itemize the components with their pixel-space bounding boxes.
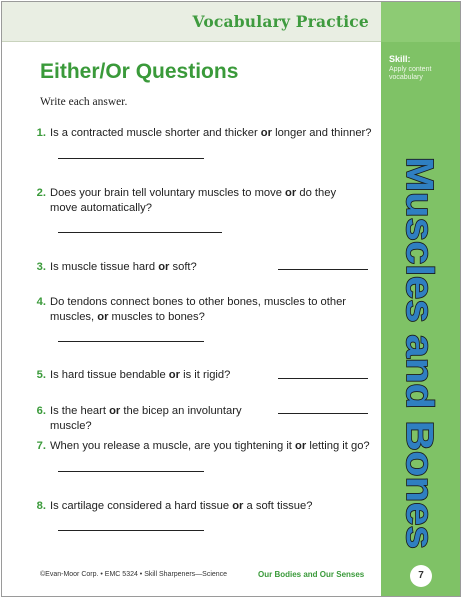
question-text: Does your brain tell voluntary muscles to move or do they move automatically?: [50, 187, 337, 214]
question-number: 5.: [36, 369, 46, 381]
vertical-topic-title-text: Muscles and Bones: [398, 157, 440, 512]
question-text: When you release a muscle, are you tightening it or letting it go?: [50, 440, 370, 452]
footer-unit-title: Our Bodies and Our Senses: [258, 570, 365, 579]
question-text: Do tendons connect bones to other bones, muscles to other muscles, or muscles to bones?: [50, 296, 347, 323]
question-text: Is a contracted muscle shorter and thicker or longer and thinner?: [50, 127, 372, 139]
worksheet-page: [1, 1, 461, 597]
answer-line-1[interactable]: [58, 158, 204, 159]
question-number: 6.: [36, 405, 46, 417]
answer-line-3[interactable]: [278, 269, 368, 270]
header-band: [2, 2, 381, 42]
answer-line-4[interactable]: [58, 341, 204, 342]
footer-copyright: ©Evan-Moor Corp. • EMC 5324 • Skill Sharpeners—Science: [40, 571, 228, 578]
question-text: Is muscle tissue hard or soft?: [50, 261, 197, 273]
question-4: [32, 295, 372, 327]
page-title: Either/Or Questions: [40, 60, 239, 83]
skill-label: Skill:: [389, 54, 411, 64]
answer-line-6[interactable]: [278, 413, 368, 414]
header-title: Vocabulary Practice: [192, 12, 369, 31]
question-number: 8.: [36, 500, 46, 512]
question-number: 2.: [36, 187, 46, 199]
answer-line-5[interactable]: [278, 378, 368, 379]
answer-line-7[interactable]: [58, 471, 204, 472]
question-text: Is cartilage considered a hard tissue or a soft tissue?: [50, 500, 313, 512]
question-number: 3.: [36, 261, 46, 273]
question-2: [32, 186, 372, 218]
question-number: 1.: [36, 127, 46, 139]
question-text: Is hard tissue bendable or is it rigid?: [50, 369, 231, 381]
answer-line-8[interactable]: [58, 530, 204, 531]
skill-text: Apply content vocabulary: [389, 66, 432, 81]
question-number: 4.: [36, 296, 46, 308]
question-number: 7.: [36, 440, 46, 452]
vertical-topic-title: [381, 2, 461, 597]
question-text: Is the heart or the bicep an involuntary muscle?: [50, 405, 242, 432]
answer-line-2[interactable]: [58, 232, 222, 233]
page-number: 7: [410, 565, 432, 587]
instructions: Write each answer.: [40, 96, 128, 108]
sidebar: [381, 2, 461, 597]
